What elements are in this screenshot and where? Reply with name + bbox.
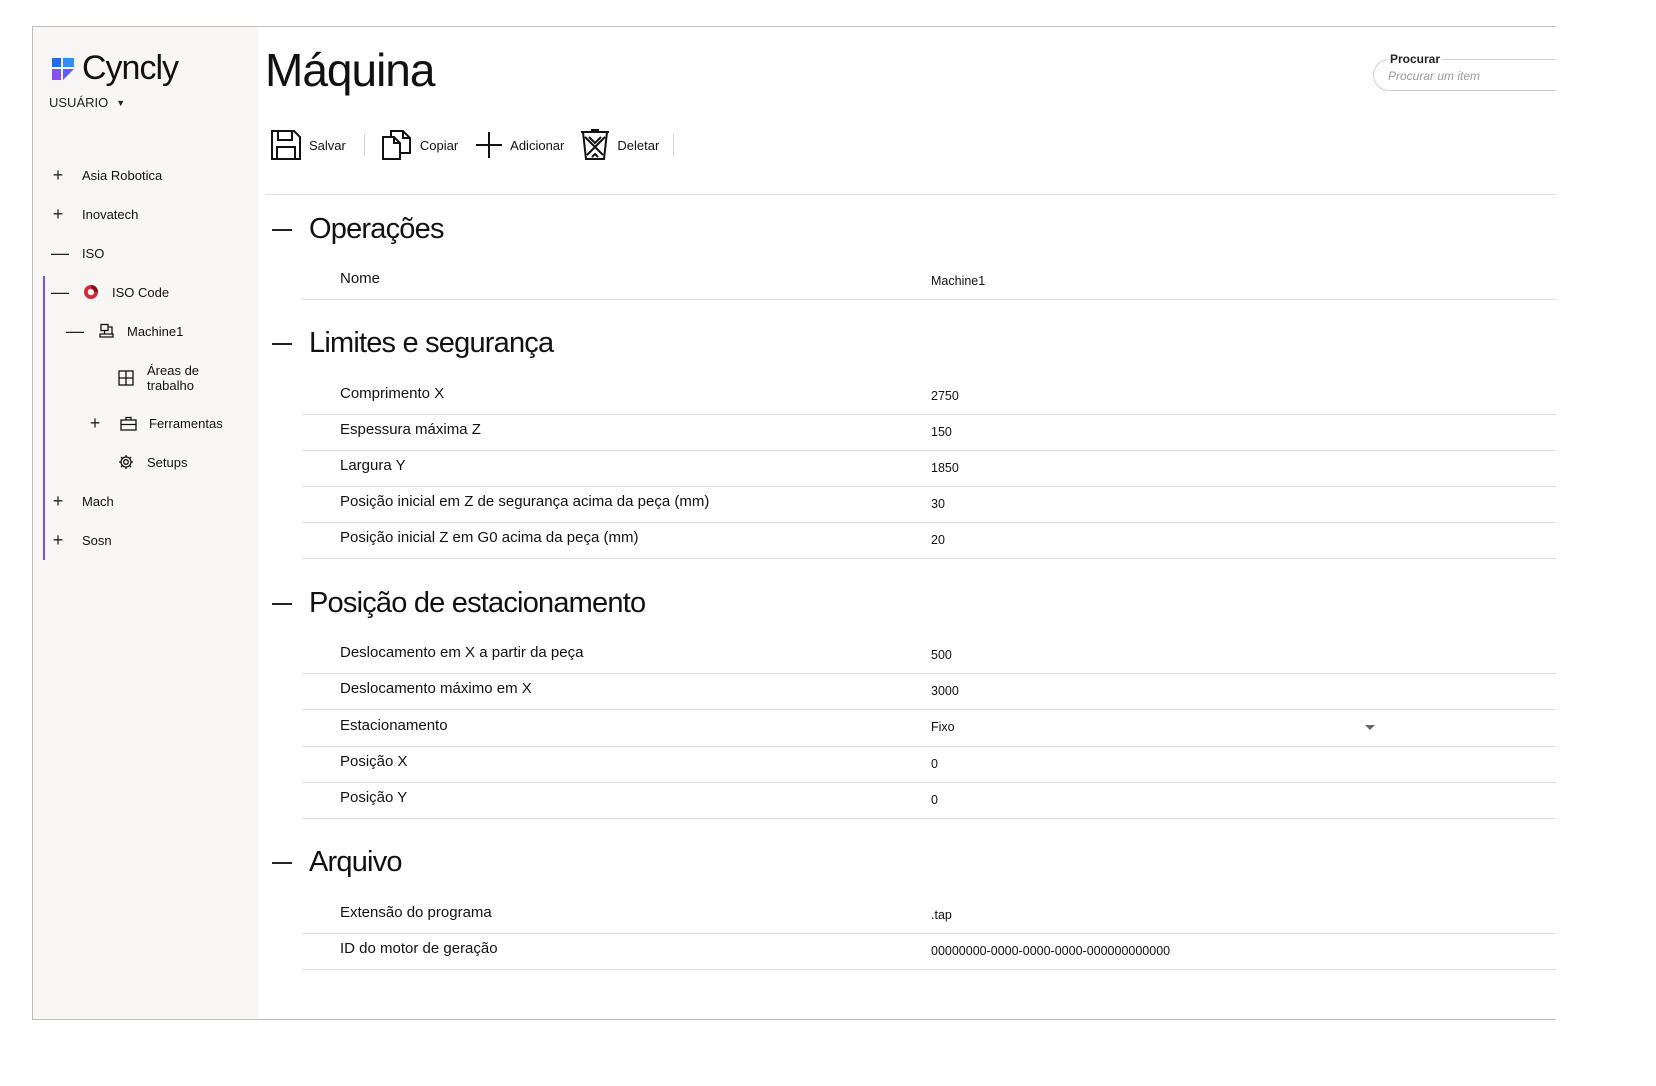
expand-icon[interactable]: + bbox=[52, 530, 64, 550]
property-value[interactable]: 00000000-0000-0000-0000-000000000000 bbox=[931, 944, 1171, 958]
section-file-header[interactable] bbox=[272, 846, 402, 879]
tree-item-mach[interactable] bbox=[51, 491, 114, 511]
property-label: Posição Y bbox=[340, 789, 408, 806]
tree-item-setups[interactable] bbox=[117, 452, 187, 472]
tree-item-tools[interactable] bbox=[88, 413, 223, 433]
grid-icon bbox=[117, 369, 135, 387]
dropdown-arrow-icon[interactable] bbox=[1365, 725, 1375, 730]
collapse-icon[interactable] bbox=[272, 343, 292, 345]
tree-item-iso-code[interactable] bbox=[51, 282, 169, 302]
property-value[interactable]: 3000 bbox=[931, 684, 959, 698]
property-label: Espessura máxima Z bbox=[340, 421, 481, 438]
tree-item-machine1[interactable] bbox=[66, 321, 183, 341]
section-title: Limites e segurança bbox=[309, 327, 554, 359]
property-value[interactable]: 150 bbox=[931, 425, 952, 439]
collapse-icon[interactable] bbox=[272, 603, 292, 605]
delete-label: Deletar bbox=[617, 137, 660, 153]
property-row-position-y[interactable] bbox=[302, 783, 1556, 819]
expand-icon[interactable]: + bbox=[52, 165, 64, 185]
machine-icon bbox=[97, 322, 115, 340]
copy-icon bbox=[381, 129, 413, 161]
tree-item-label: Setups bbox=[147, 454, 188, 470]
property-label: Extensão do programa bbox=[340, 904, 492, 921]
save-button[interactable] bbox=[270, 129, 346, 161]
tree-item-label: Asia Robotica bbox=[82, 167, 163, 183]
gear-icon bbox=[117, 453, 135, 471]
plus-icon bbox=[475, 131, 503, 159]
page-title: Máquina bbox=[265, 44, 435, 96]
property-label: Deslocamento em X a partir da peça bbox=[340, 644, 584, 661]
parking-select-value[interactable]: Fixo bbox=[931, 720, 955, 734]
delete-button[interactable] bbox=[580, 129, 659, 161]
brand-logo bbox=[49, 49, 178, 88]
search-input[interactable] bbox=[1388, 69, 1548, 83]
tree-item-label: ISO bbox=[82, 245, 105, 261]
property-value[interactable]: 500 bbox=[931, 648, 952, 662]
collapse-icon[interactable] bbox=[272, 229, 292, 231]
tree-item-label: Mach bbox=[82, 493, 114, 509]
add-button[interactable] bbox=[475, 131, 564, 159]
brand-name: Cyncly bbox=[82, 49, 179, 87]
property-row-engine-id[interactable] bbox=[302, 934, 1556, 970]
copy-label: Copiar bbox=[419, 137, 459, 153]
property-label: Nome bbox=[340, 270, 381, 287]
property-row-max-thickness-z[interactable] bbox=[302, 415, 1556, 451]
property-label: Posição X bbox=[340, 753, 408, 770]
tree-item-work-areas[interactable] bbox=[117, 360, 217, 396]
toolbar-divider bbox=[265, 194, 1556, 195]
toolbar-separator bbox=[364, 134, 365, 156]
tree-item-label: ISO Code bbox=[112, 284, 170, 300]
property-row-safe-z[interactable] bbox=[302, 487, 1556, 523]
search-label: Procurar bbox=[1390, 52, 1441, 66]
toolbar bbox=[270, 127, 674, 163]
property-label: Comprimento X bbox=[340, 385, 445, 402]
expand-icon[interactable]: + bbox=[52, 204, 64, 224]
toolbox-icon bbox=[119, 414, 137, 432]
add-label: Adicionar bbox=[510, 137, 565, 153]
property-row-offset-x[interactable] bbox=[302, 638, 1556, 674]
property-row-name[interactable] bbox=[302, 264, 1556, 300]
save-icon bbox=[270, 129, 302, 161]
toolbar-separator bbox=[673, 134, 674, 156]
trash-basket-icon bbox=[580, 129, 610, 161]
save-label: Salvar bbox=[309, 137, 346, 153]
collapse-icon[interactable]: — bbox=[51, 243, 69, 263]
section-limits-header[interactable] bbox=[272, 327, 553, 360]
property-label: Posição inicial Z em G0 acima da peça (mm) bbox=[340, 529, 639, 546]
collapse-icon[interactable] bbox=[272, 862, 292, 864]
expand-icon[interactable]: + bbox=[52, 491, 64, 511]
property-row-g0-z[interactable] bbox=[302, 523, 1556, 559]
tree-item-sosn[interactable] bbox=[51, 530, 112, 550]
property-value[interactable]: 2750 bbox=[931, 389, 959, 403]
user-menu[interactable] bbox=[49, 95, 125, 110]
property-label: ID do motor de geração bbox=[340, 940, 498, 957]
section-title: Arquivo bbox=[309, 846, 402, 878]
collapse-icon[interactable]: — bbox=[51, 282, 69, 302]
section-operations-header[interactable] bbox=[272, 213, 444, 246]
property-row-max-offset-x[interactable] bbox=[302, 674, 1556, 710]
tree-item-asia-robotica[interactable] bbox=[51, 165, 162, 185]
property-value[interactable]: 20 bbox=[931, 533, 945, 547]
tree-item-label: Inovatech bbox=[82, 206, 139, 222]
property-label: Deslocamento máximo em X bbox=[340, 680, 532, 697]
cyncly-logo-icon bbox=[49, 55, 77, 83]
sidebar bbox=[33, 27, 258, 1019]
red-globe-icon bbox=[82, 283, 100, 301]
app-window bbox=[32, 26, 1556, 1020]
copy-button[interactable] bbox=[381, 129, 458, 161]
property-value[interactable]: Machine1 bbox=[931, 274, 986, 288]
property-row-position-x[interactable] bbox=[302, 747, 1556, 783]
property-value[interactable]: 0 bbox=[931, 757, 938, 771]
property-row-length-x[interactable] bbox=[302, 379, 1556, 415]
property-label: Posição inicial em Z de segurança acima da peça (mm) bbox=[340, 493, 710, 510]
tree-item-label: Machine1 bbox=[127, 323, 184, 339]
property-label: Largura Y bbox=[340, 457, 406, 474]
tree-selection-line bbox=[43, 276, 45, 560]
property-row-parking-select[interactable] bbox=[302, 711, 1556, 747]
property-value[interactable]: 1850 bbox=[931, 461, 959, 475]
section-title: Posição de estacionamento bbox=[309, 587, 646, 619]
property-row-program-extension[interactable] bbox=[302, 898, 1556, 934]
tree-item-label: Sosn bbox=[82, 532, 112, 548]
section-parking-header[interactable] bbox=[272, 587, 645, 620]
property-value[interactable]: .tap bbox=[931, 908, 952, 922]
property-value[interactable]: 0 bbox=[931, 793, 938, 807]
collapse-icon[interactable]: — bbox=[66, 321, 84, 341]
tree-item-inovatech[interactable] bbox=[51, 204, 138, 224]
tree-item-label: Áreas de trabalho bbox=[147, 363, 200, 393]
main-content bbox=[258, 27, 1556, 1019]
caret-down-icon: ▼ bbox=[116, 97, 126, 108]
property-value[interactable]: 30 bbox=[931, 497, 945, 511]
search-box[interactable] bbox=[1373, 52, 1556, 91]
user-menu-label: USUÁRIO bbox=[49, 95, 109, 110]
property-label: Estacionamento bbox=[340, 717, 448, 734]
property-row-width-y[interactable] bbox=[302, 451, 1556, 487]
expand-icon[interactable]: + bbox=[89, 413, 101, 433]
tree-item-label: Ferramentas bbox=[149, 415, 223, 431]
section-title: Operações bbox=[309, 213, 444, 245]
tree-item-iso[interactable] bbox=[51, 243, 104, 263]
